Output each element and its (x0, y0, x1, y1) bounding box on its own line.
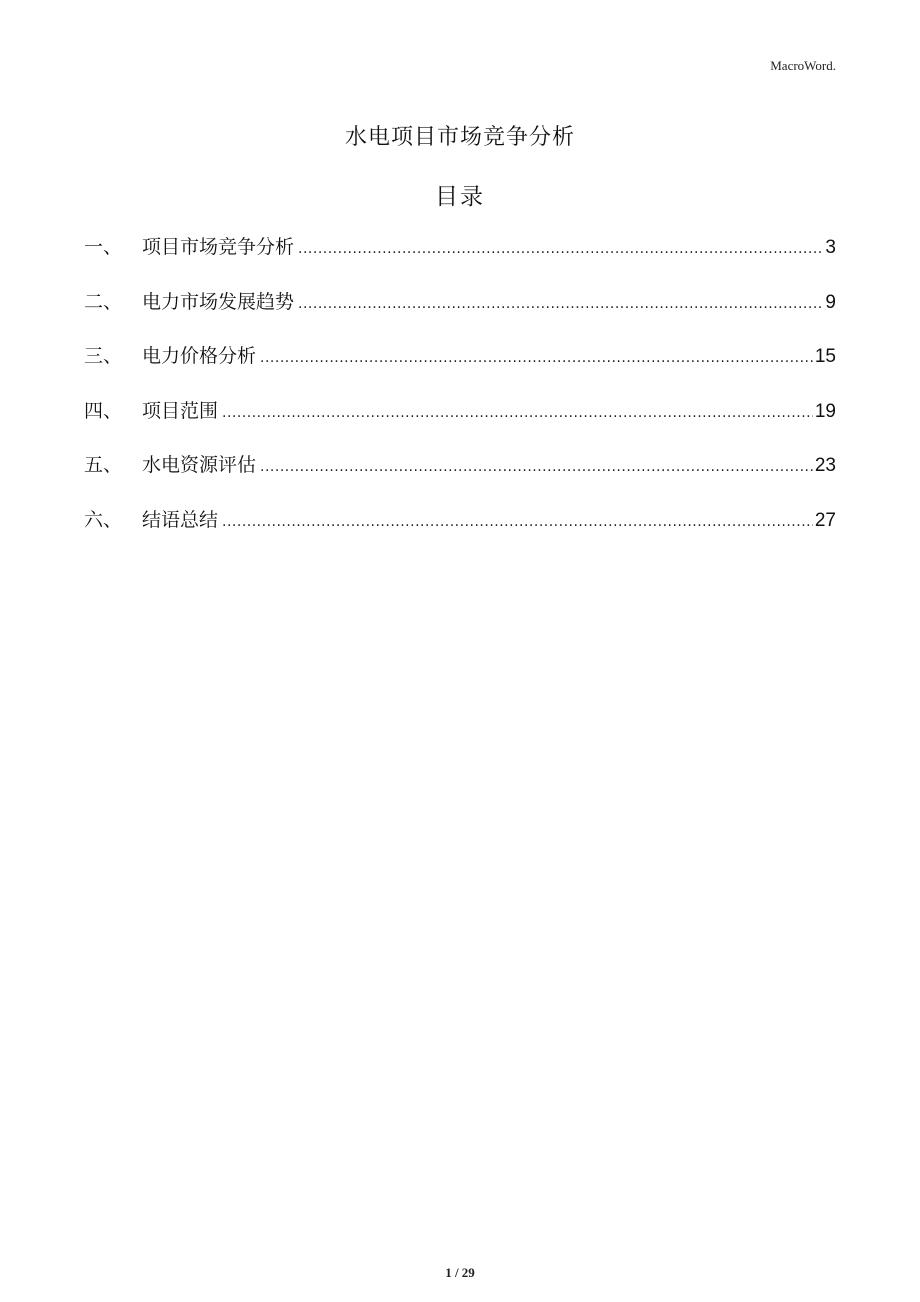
toc-entry-number: 二、 (84, 290, 123, 313)
document-title: 水电项目市场竞争分析 (344, 125, 575, 150)
toc-entry-title: 电力市场发展趋势 (142, 290, 295, 313)
toc-entry-title: 项目市场竞争分析 (142, 236, 295, 258)
toc-entry-title: 结语总结 (142, 508, 219, 531)
toc-entry-title: 电力价格分析 (142, 345, 257, 368)
page-number-footer: 1 / 29 (445, 1265, 475, 1280)
toc-entry-title: 水电资源评估 (142, 454, 257, 477)
toc-entry-number: 三、 (84, 345, 123, 368)
toc-dot-leader (260, 459, 813, 475)
toc-entry[interactable] (84, 396, 836, 451)
toc-dot-leader (260, 350, 813, 366)
toc-entry-page: 3 (825, 237, 836, 258)
toc-dot-leader (298, 296, 823, 312)
toc-entry-title: 项目范围 (142, 399, 219, 422)
toc-entry-number: 五、 (84, 454, 123, 477)
toc-entry-page: 15 (814, 346, 836, 368)
toc-entry-number: 六、 (84, 508, 123, 531)
toc-entry-number: 四、 (84, 399, 123, 422)
toc-entry-page: 27 (814, 509, 836, 531)
toc-dot-leader (222, 514, 813, 530)
toc-entry[interactable] (84, 232, 836, 287)
header-watermark: MacroWord. (770, 58, 836, 73)
toc-entry[interactable] (84, 341, 836, 396)
toc-dot-leader (298, 241, 823, 257)
toc-entry[interactable] (84, 287, 836, 342)
toc-entry[interactable] (84, 505, 836, 560)
toc-entry[interactable] (84, 450, 836, 505)
toc-entry-page: 19 (814, 400, 836, 422)
toc-entry-number: 一、 (84, 236, 123, 258)
table-of-contents (84, 232, 836, 560)
toc-entry-page: 9 (825, 291, 836, 313)
toc-entry-page: 23 (814, 455, 836, 477)
toc-dot-leader (222, 405, 813, 421)
toc-heading: 目录 (435, 184, 485, 210)
